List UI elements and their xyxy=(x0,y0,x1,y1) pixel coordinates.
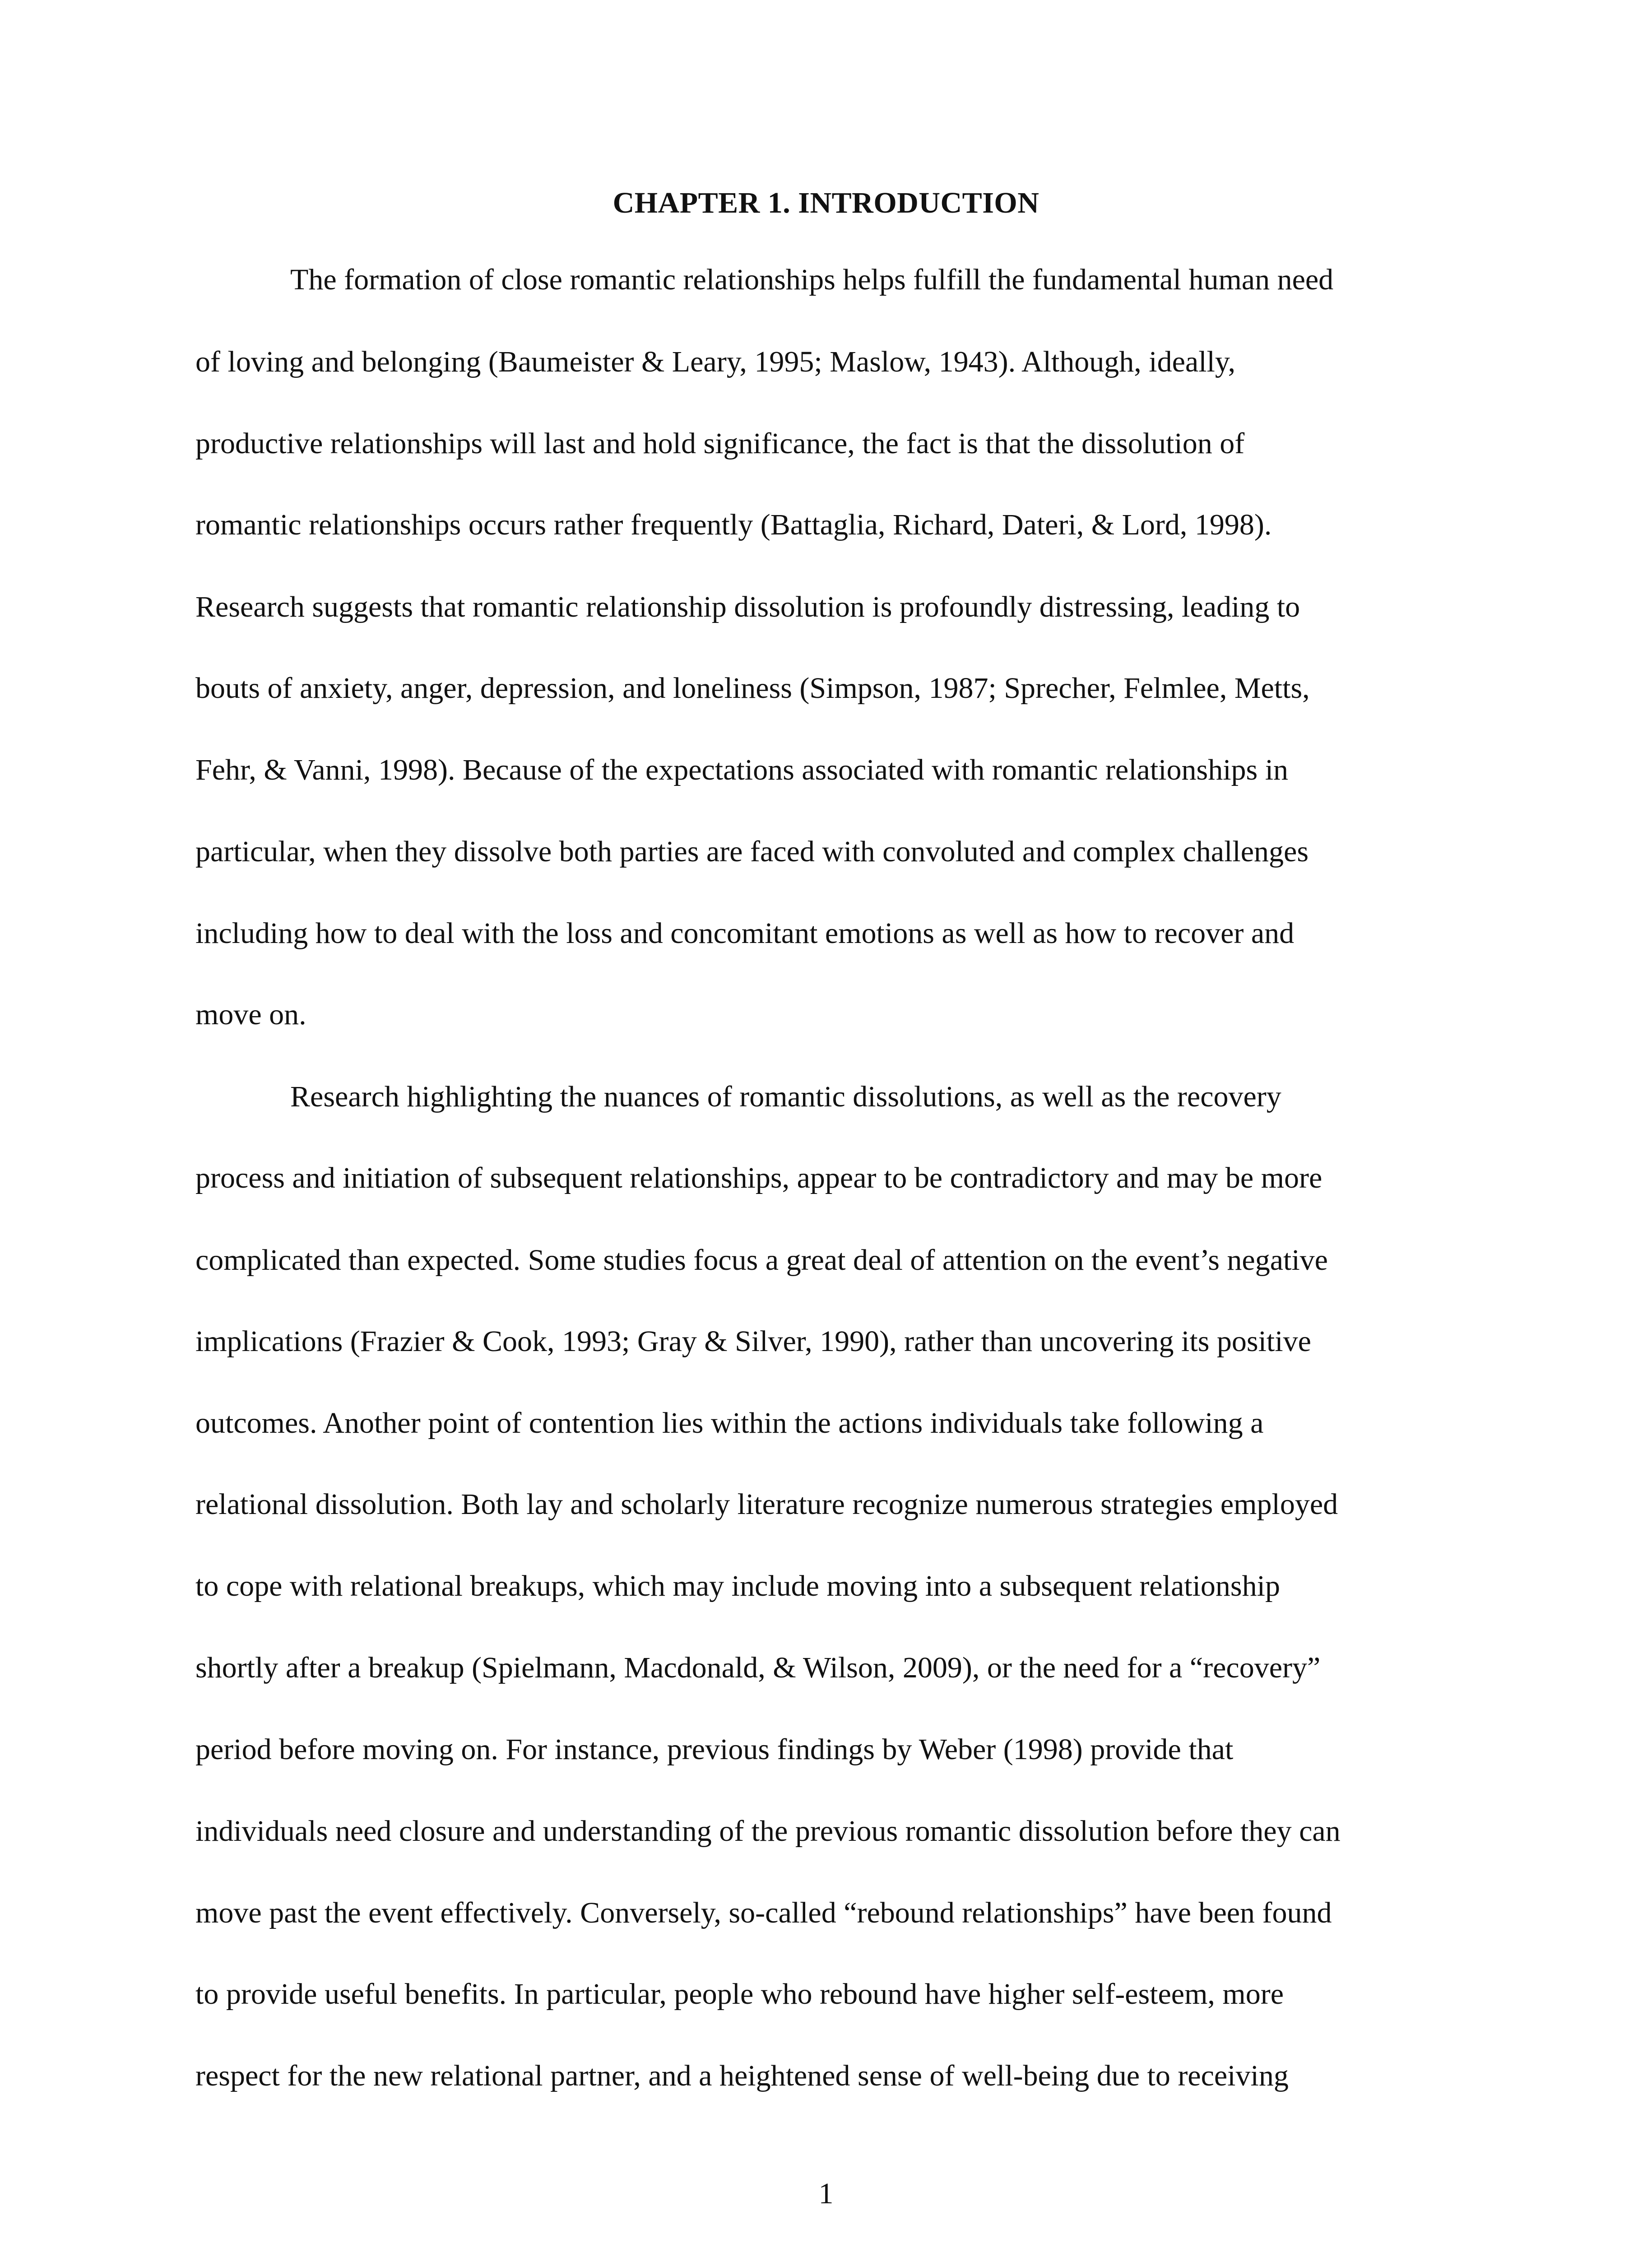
chapter-heading: CHAPTER 1. INTRODUCTION xyxy=(613,186,1039,219)
text-line: The formation of close romantic relationships helps fulfill the fundamental human need xyxy=(290,263,1334,296)
text-line: move past the event effectively. Conversely, so-called “rebound relationships” have been found xyxy=(195,1896,1332,1929)
text-line: respect for the new relational partner, and a heightened sense of well-being due to receiving xyxy=(195,2059,1289,2092)
text-line: productive relationships will last and hold significance, the fact is that the dissolution of xyxy=(195,427,1245,460)
text-line: Research suggests that romantic relationship dissolution is profoundly distressing, leading to xyxy=(195,590,1300,623)
text-line: particular, when they dissolve both parties are faced with convoluted and complex challenges xyxy=(195,835,1309,868)
text-line: process and initiation of subsequent relationships, appear to be contradictory and may be more xyxy=(195,1161,1323,1194)
text-line: implications (Frazier & Cook, 1993; Gray & Silver, 1990), rather than uncovering its positive xyxy=(195,1325,1311,1358)
text-line: including how to deal with the loss and concomitant emotions as well as how to recover and xyxy=(195,917,1295,950)
text-line: individuals need closure and understanding of the previous romantic dissolution before they can xyxy=(195,1815,1341,1848)
text-line: period before moving on. For instance, previous findings by Weber (1998) provide that xyxy=(195,1733,1234,1766)
text-line: outcomes. Another point of contention lies within the actions individuals take following a xyxy=(195,1407,1264,1440)
text-line: romantic relationships occurs rather frequently (Battaglia, Richard, Dateri, & Lord, 1998). xyxy=(195,508,1272,541)
text-line: move on. xyxy=(195,998,306,1031)
text-line: to provide useful benefits. In particular, people who rebound have higher self-esteem, more xyxy=(195,1978,1284,2011)
text-line: complicated than expected. Some studies focus a great deal of attention on the event’s negative xyxy=(195,1244,1328,1277)
text-line: Research highlighting the nuances of romantic dissolutions, as well as the recovery xyxy=(290,1080,1281,1113)
text-line: to cope with relational breakups, which may include moving into a subsequent relationship xyxy=(195,1570,1280,1602)
text-line: shortly after a breakup (Spielmann, Macdonald, & Wilson, 2009), or the need for a “recovery” xyxy=(195,1651,1321,1684)
text-line: relational dissolution. Both lay and scholarly literature recognize numerous strategies employed xyxy=(195,1488,1338,1521)
text-line: of loving and belonging (Baumeister & Leary, 1995; Maslow, 1943). Although, ideally, xyxy=(195,345,1236,378)
text-line: Fehr, & Vanni, 1998). Because of the expectations associated with romantic relationships in xyxy=(195,753,1289,786)
text-line: bouts of anxiety, anger, depression, and loneliness (Simpson, 1987; Sprecher, Felmlee, Metts, xyxy=(195,672,1310,705)
page-number: 1 xyxy=(818,2177,834,2210)
